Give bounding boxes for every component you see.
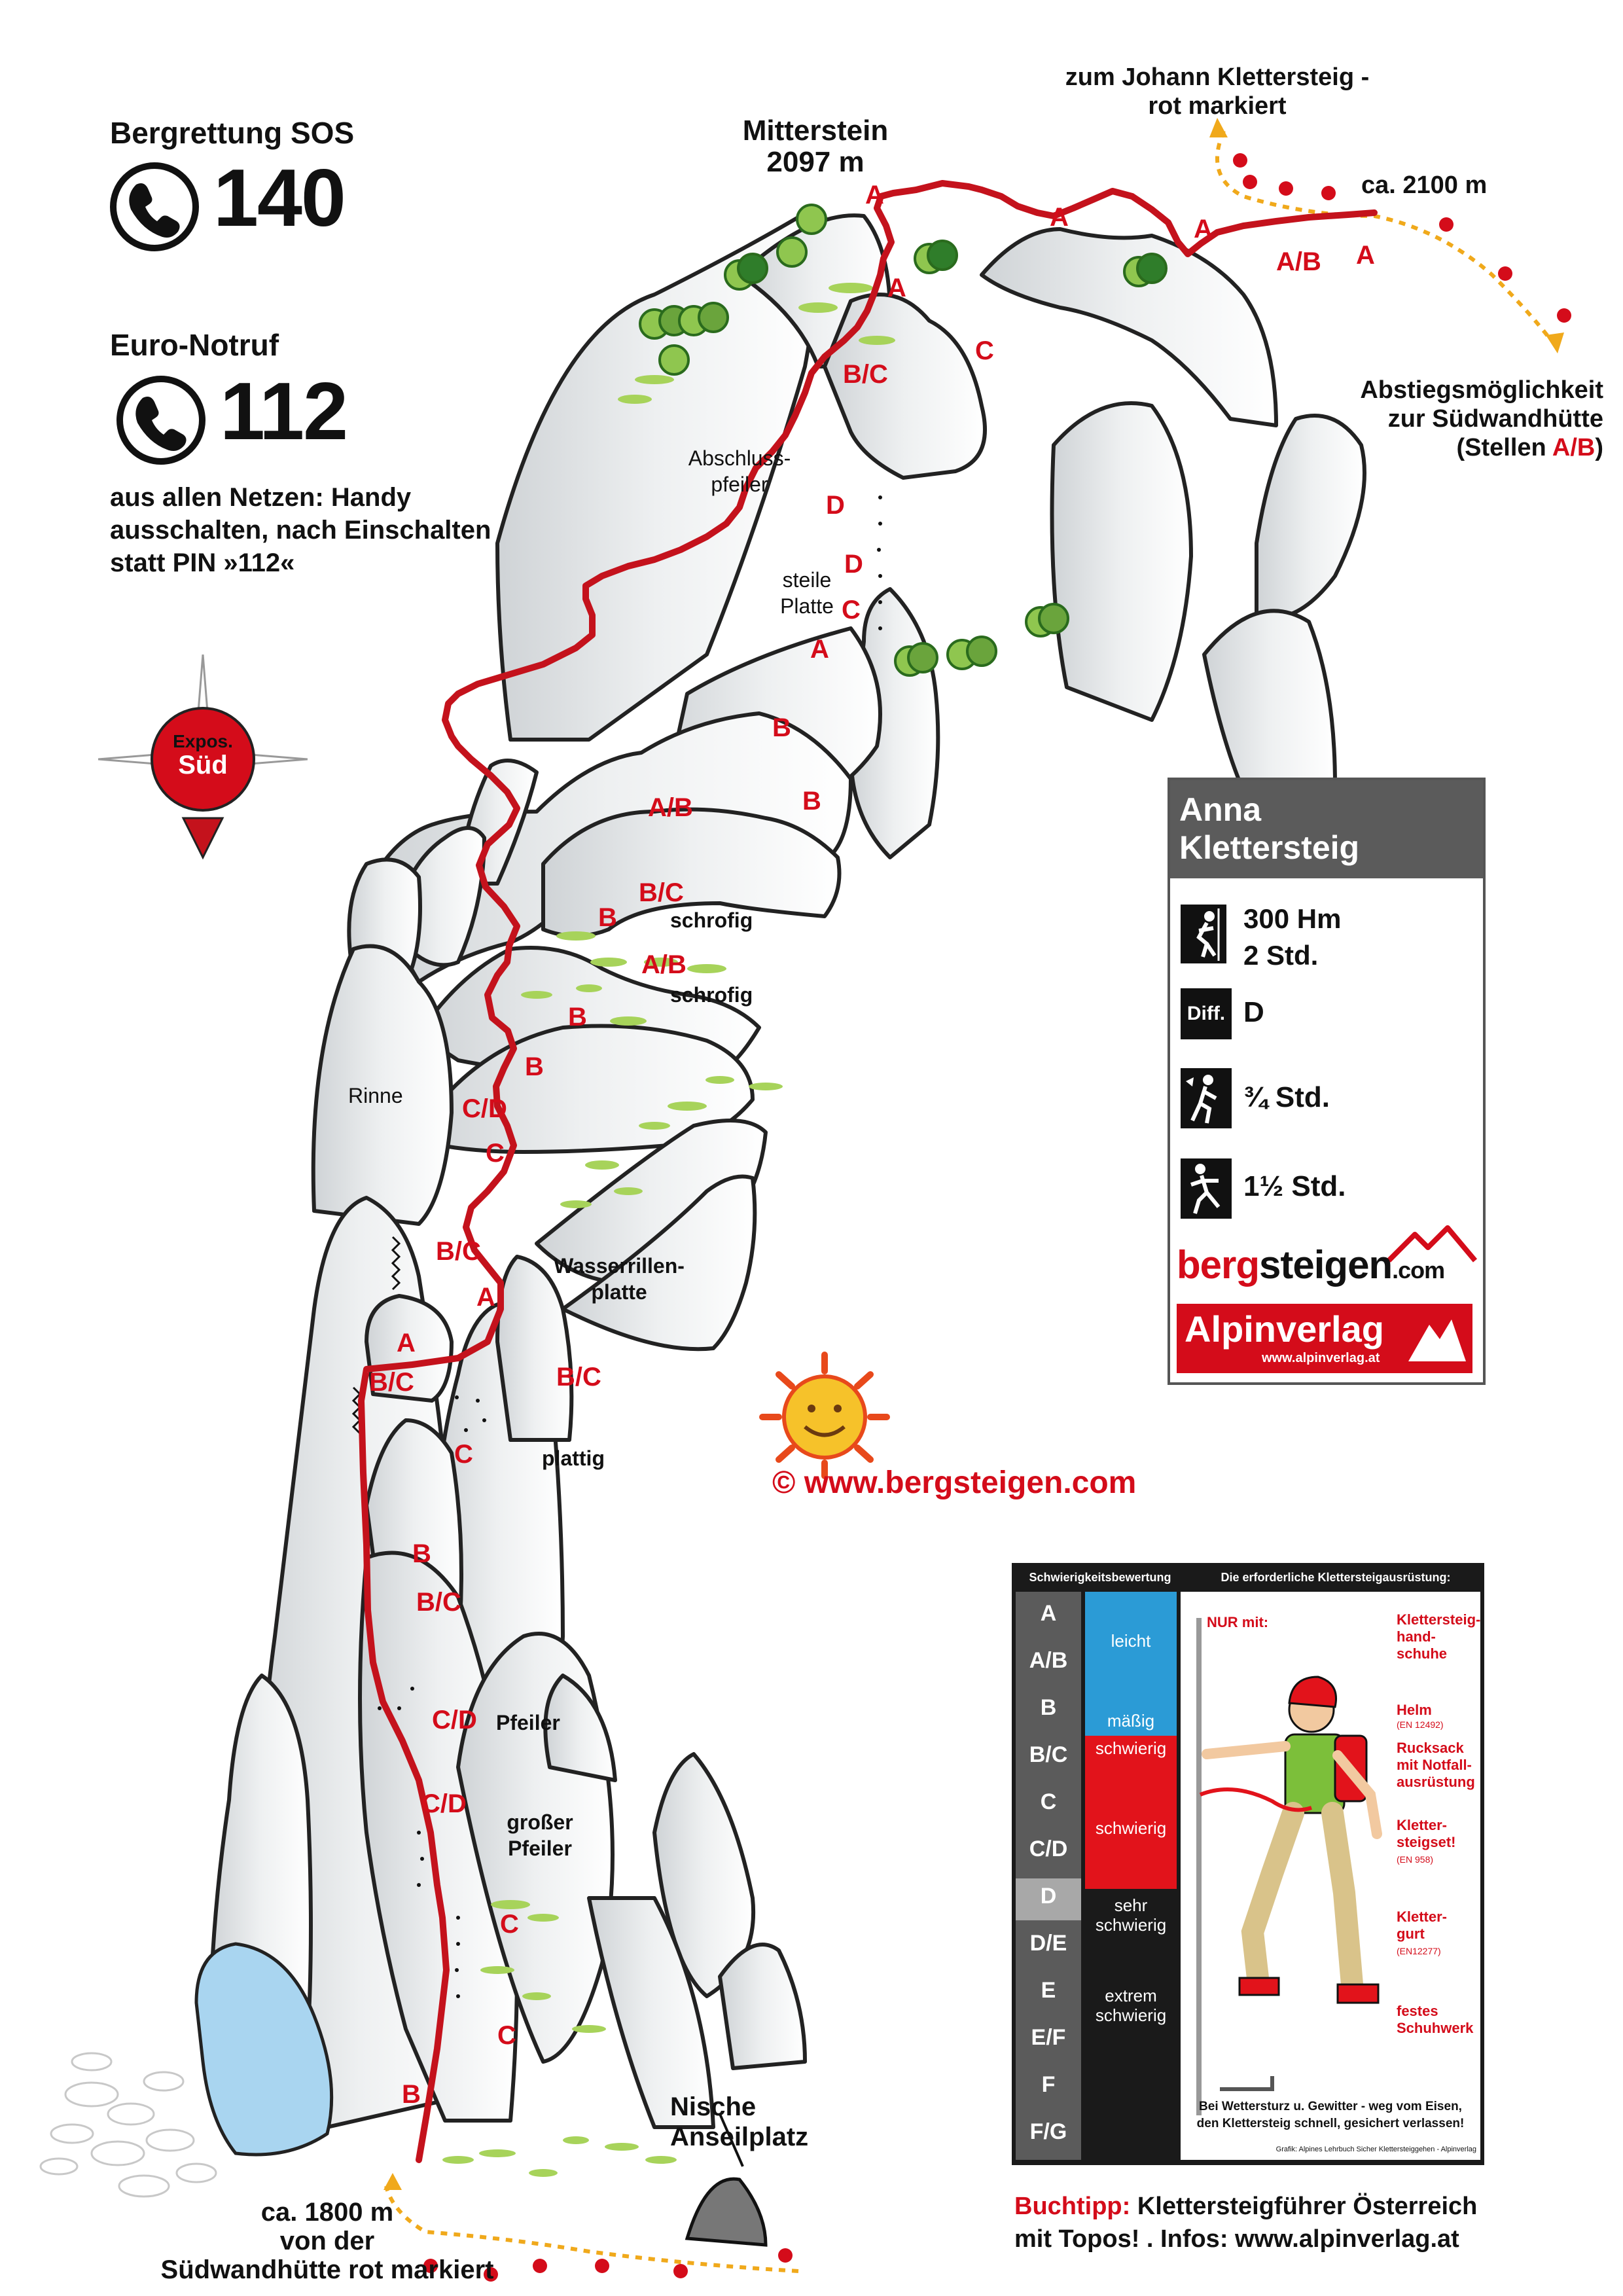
grade-label: C [975,336,994,365]
legend-credit: Grafik: Alpines Lehrbuch Sicher Klettersteiggehen - Alpinverlag [1275,2145,1476,2153]
legend-grade: A [1040,1601,1057,1626]
descent-line3-red: A/B [1552,434,1596,461]
cat-schwierig-label: schwierig [1095,1738,1167,1758]
eq-steigset-line2: steigset! [1397,1834,1456,1850]
bergrettung-label: Bergrettung SOS [110,116,355,150]
nische-line2: Anseilplatz [670,2123,809,2151]
johann-line2: rot markiert [1148,92,1287,120]
wasser-line1: Wasserrillen- [554,1254,685,1278]
legend-grade: E/F [1031,2025,1066,2050]
legend-grade: C/D [1029,1837,1068,1861]
compass-line2: Süd [178,751,228,780]
grade-label: C [497,2021,516,2050]
arrow-down-head [1546,332,1564,353]
eq-gurt-norm: (EN12277) [1397,1946,1441,1956]
eq-steigset-line1: Kletter- [1397,1817,1448,1833]
phone-icon [110,162,199,251]
brand-berg: berg [1177,1243,1260,1287]
book-tip [1014,2190,1477,2255]
eq-helm-label: Helm [1397,1702,1432,1718]
pfeiler-label: Pfeiler [496,1711,560,1734]
grade-label: B [802,787,821,816]
grade-label: B/C [556,1363,601,1391]
publisher-name: Alpinverlag [1185,1308,1384,1350]
weather-warning [1185,2098,1476,2132]
grade-label: A [1194,215,1213,243]
warning-line2: den Klettersteig schnell, gesichert verlassen! [1196,2117,1465,2130]
abschlusspfeiler-label [668,445,812,497]
eq-gurt-line2: gurt [1397,1926,1425,1942]
grade-label: D [844,550,863,579]
eq-gloves-line2: hand- [1397,1628,1436,1645]
grade-label: B/C [369,1368,414,1397]
book-tip-line2: mit Topos! . Infos: www.alpinverlag.at [1014,2225,1459,2253]
grosser-pfeiler-label [497,1809,582,1861]
sos-note-line: statt PIN »112« [110,548,295,577]
cat-schwierig [1085,1736,1177,1889]
climb-time: 2 Std. [1243,940,1319,971]
grade-label: A/B [1276,247,1321,276]
johann-line1: zum Johann Klettersteig - [1065,63,1370,91]
bergrettung-number: 140 [213,153,345,243]
compass-icon [98,655,308,864]
brand-com: .com [1392,1257,1445,1283]
height-info [1243,901,1341,974]
descent-label [1322,376,1603,462]
grade-label: C/D [421,1789,467,1818]
eq-rucksack-line3: ausrüstung [1397,1774,1475,1790]
legend-grade: D/E [1029,1931,1067,1956]
nische-line1: Nische [670,2092,757,2121]
summit-label [730,115,901,178]
grade-label: B [412,1539,431,1568]
grade-label: B [402,2080,421,2109]
eq-helm [1397,1703,1444,1732]
eq-gurt [1397,1909,1447,1960]
grade-label: A [865,181,884,209]
eq-gloves-line3: schuhe [1397,1645,1448,1662]
compass-line1: Expos. [173,731,233,751]
cat-sehr-line2: schwierig [1095,1915,1167,1935]
difficulty-value: D [1243,996,1264,1028]
descent-icon [1181,1158,1232,1219]
info-title-line2: Klettersteig [1179,829,1360,866]
grade-label: B/C [436,1237,481,1266]
cat-extrem [1085,1986,1177,2025]
abschluss-line1: Abschluss- [688,446,791,470]
cat-sehr [1085,1895,1177,1935]
sos-note [110,481,491,579]
bottom-line3: Südwandhütte rot markiert [160,2255,494,2284]
equipment-panel [1181,1592,1480,2160]
bottom-line2: von der [279,2227,375,2255]
arrow-bottom-head [383,2173,402,2190]
eq-helm-norm: (EN 12492) [1397,1719,1444,1730]
cat-maessig-label: mäßig [1107,1711,1155,1731]
wasser-line2: platte [591,1280,647,1304]
difficulty-icon: Diff. [1181,988,1232,1039]
cat-leicht-label: leicht [1111,1631,1151,1651]
publisher-url: www.alpinverlag.at [1262,1351,1380,1365]
bottom-altitude: ca. 1800 m [260,2198,394,2227]
legend-grade: F [1041,2072,1056,2097]
grade-label: C [486,1139,505,1168]
approach-time: ¾ Std. [1243,1081,1330,1113]
legend-grade: B [1040,1695,1057,1720]
info-box [1168,778,1486,1385]
copyright-text: © www.bergsteigen.com [772,1465,1137,1500]
scree-field [41,2053,216,2197]
grade-label: A/B [648,793,693,822]
info-title [1170,780,1483,878]
cat-leicht [1085,1592,1177,1736]
arrow-up-head [1209,118,1228,137]
grade-label: C [454,1440,473,1469]
euro-notruf-number: 112 [220,367,348,457]
height-icon [1181,905,1226,963]
descent-line2: zur Südwandhütte [1387,405,1603,433]
book-tip-label: Buchtipp: [1014,2193,1131,2220]
steile-platte-label [771,567,843,619]
grade-label: C [842,596,861,624]
cat-extrem-line1: extrem [1105,1986,1157,2005]
nische-label [670,2092,808,2152]
grade-label: B/C [843,360,888,389]
gross-line2: Pfeiler [508,1837,572,1860]
legend-grade-current: D [1040,1884,1057,1909]
legend-grade: E [1041,1978,1056,2003]
eq-schuhwerk-line2: Schuhwerk [1397,2020,1474,2036]
grade-column [1016,1592,1081,2160]
grade-label: B [772,713,791,742]
rinne-label: Rinne [348,1084,403,1107]
eq-gloves-line1: Klettersteig- [1397,1611,1481,1628]
gross-line1: großer [507,1810,573,1834]
abschluss-line2: pfeiler [711,473,768,496]
steile-line1: steile [782,568,832,592]
eq-gurt-line1: Kletter- [1397,1909,1448,1925]
wasserrillenplatte-label [547,1253,691,1305]
grade-label: A/B [641,950,687,979]
plattig-label: plattig [542,1446,605,1470]
phone-icon [116,376,205,465]
climber-illustration [1181,1592,1480,2160]
legend-box [1012,1563,1484,2165]
eq-rucksack [1397,1740,1475,1791]
sos-note-line: ausschalten, nach Einschalten [110,516,491,545]
grade-label: A [476,1283,495,1312]
descent-line3-pre: (Stellen [1456,434,1552,461]
eq-steigset-norm: (EN 958) [1397,1854,1434,1865]
grade-label: C/D [432,1706,477,1734]
book-tip-line1: Klettersteigführer Österreich [1137,2193,1478,2220]
grade-label: A [1050,203,1069,232]
legend-header-right: Die erforderliche Klettersteigausrüstung: [1221,1571,1451,1584]
summit-name: Mitterstein [742,115,889,147]
info-title-line1: Anna [1179,791,1261,828]
legend-grade: C [1040,1789,1057,1814]
legend-grade: A/B [1029,1648,1068,1673]
brand-steigen: steigen [1259,1243,1393,1287]
height-value: 300 Hm [1243,903,1342,934]
eq-rucksack-line2: mit Notfall- [1397,1757,1472,1773]
nische-rock [687,2179,766,2245]
grade-label: B [598,903,617,932]
sos-note-line: aus allen Netzen: Handy [110,483,412,512]
bergsteigen-logo [1177,1242,1444,1287]
johann-label [1034,63,1400,120]
cat-schwierig2-label: schwierig [1095,1818,1167,1838]
descent-time: 1½ Std. [1243,1170,1346,1202]
schrofig-label: schrofig [670,908,753,932]
legend-header-left: Schwierigkeitsbewertung [1029,1571,1171,1584]
cat-sehr-line1: sehr [1114,1895,1148,1915]
eq-schuhwerk [1397,2003,1473,2037]
descent-line3 [1322,433,1603,462]
grade-label: B/C [639,878,684,907]
top-altitude: ca. 2100 m [1361,171,1488,199]
grade-label: C/D [462,1094,507,1123]
approach-icon [1181,1068,1232,1128]
cat-extrem-line2: schwierig [1095,2005,1167,2025]
legend-grade: F/G [1029,2119,1067,2144]
euro-notruf-label: Euro-Notruf [110,328,279,362]
steile-line2: Platte [780,594,834,618]
sun-icon [753,1348,897,1479]
schrofig-label: schrofig [670,983,753,1007]
summit-altitude: 2097 m [766,146,865,178]
grade-label: A [887,274,906,302]
grade-label: A [1356,241,1375,270]
grade-label: A [397,1329,416,1357]
descent-line3-post: ) [1595,434,1603,461]
nur-mit-label: NUR mit: [1207,1614,1269,1630]
eq-schuhwerk-line1: festes [1397,2003,1438,2019]
grade-label: B/C [416,1588,461,1617]
grade-label: C [500,1910,519,1939]
grade-label: A [810,635,829,664]
eq-rucksack-line1: Rucksack [1397,1740,1464,1756]
descent-line1: Abstiegsmöglichkeit [1360,376,1603,404]
grade-label: B [525,1052,544,1081]
eq-steigset [1397,1817,1455,1868]
grade-label: B [568,1003,587,1031]
alpinverlag-logo [1177,1304,1472,1373]
eq-gloves [1397,1611,1480,1662]
warning-line1: Bei Wettersturz u. Gewitter - weg vom Eisen, [1199,2100,1462,2113]
grade-label: D [826,491,845,520]
bottom-label [144,2198,510,2284]
legend-grade: B/C [1029,1742,1068,1767]
